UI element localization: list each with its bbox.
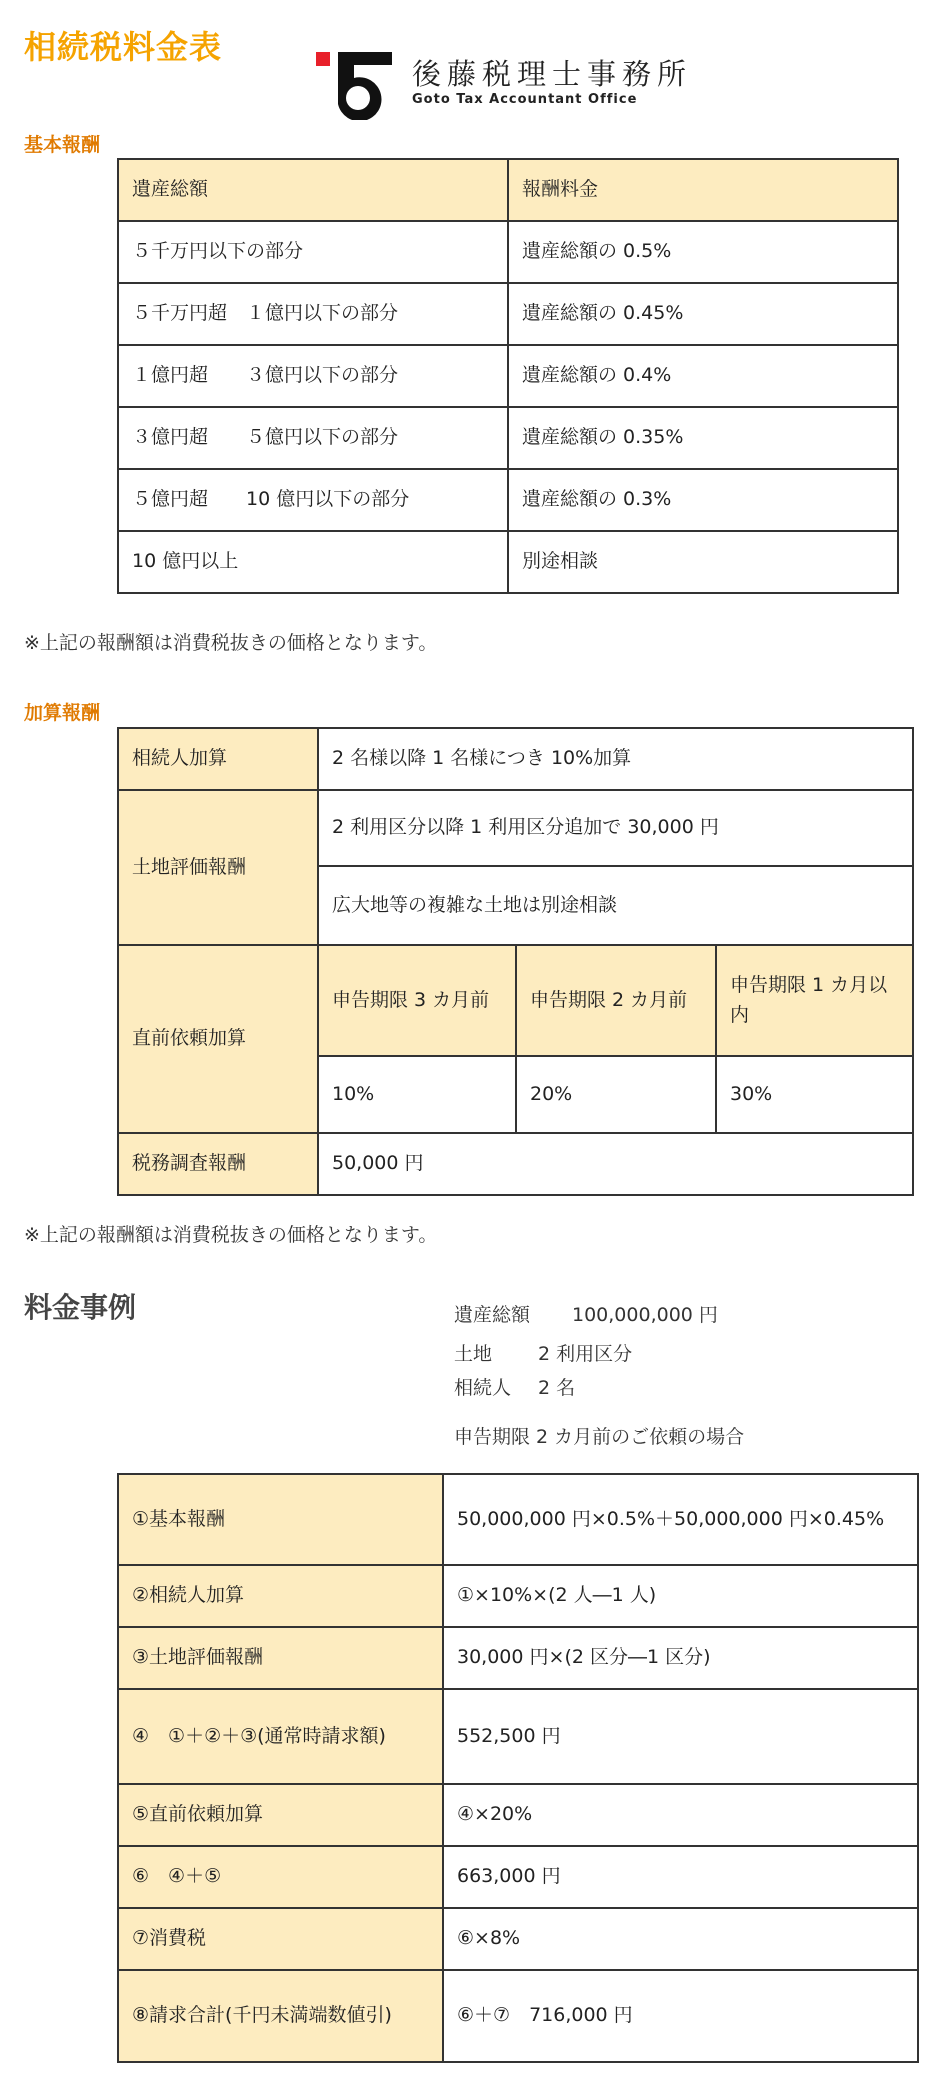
example-item-label: ⑦消費税	[118, 1908, 443, 1970]
example-item-label: ⑤直前依頼加算	[118, 1784, 443, 1846]
logo-mark-icon	[316, 48, 396, 120]
heir-value: 2 名	[538, 1377, 576, 1399]
fee-cell: 別途相談	[508, 531, 898, 593]
additional-fee-heading: 加算報酬	[24, 702, 101, 724]
estate-range-cell: ３億円超 ５億円以下の部分	[118, 407, 508, 469]
heir-addition-value: 2 名様以降 1 名様につき 10%加算	[318, 728, 913, 790]
fee-cell: 遺産総額の 0.5%	[508, 221, 898, 283]
rush-rate-cell: 10%	[318, 1056, 516, 1133]
example-item-label: ③土地評価報酬	[118, 1627, 443, 1689]
table-row	[118, 407, 898, 469]
example-item-value: 552,500 円	[443, 1689, 918, 1784]
page-title: 相続税料金表	[24, 28, 223, 66]
table-row	[118, 469, 898, 531]
table-row	[118, 728, 913, 790]
office-name: 後藤税理士事務所	[412, 57, 693, 91]
table-row	[118, 1474, 918, 1565]
basic-fee-heading: 基本報酬	[24, 134, 101, 156]
fee-cell: 遺産総額の 0.45%	[508, 283, 898, 345]
example-item-value: ④×20%	[443, 1784, 918, 1846]
table-row	[118, 1565, 918, 1627]
example-item-label: ②相続人加算	[118, 1565, 443, 1627]
estate-range-cell: ５千万円超 １億円以下の部分	[118, 283, 508, 345]
example-item-value: ⑥×8%	[443, 1908, 918, 1970]
fee-example-table	[117, 1473, 919, 2063]
rush-request-label: 直前依頼加算	[118, 945, 318, 1133]
estate-range-cell: ５億円超 10 億円以下の部分	[118, 469, 508, 531]
fee-example-heading: 料金事例	[24, 1291, 137, 1324]
example-item-value: 30,000 円×(2 区分―1 区分)	[443, 1627, 918, 1689]
rush-deadline-header: 申告期限 1 カ月以内	[716, 945, 913, 1056]
table-row	[118, 283, 898, 345]
example-item-value: 50,000,000 円×0.5%＋50,000,000 円×0.45%	[443, 1474, 918, 1565]
estate-total-value: 100,000,000 円	[572, 1304, 718, 1326]
table-header-cell: 遺産総額	[118, 159, 508, 221]
table-header-cell: 報酬料金	[508, 159, 898, 221]
table-row	[118, 1627, 918, 1689]
tax-note: ※上記の報酬額は消費税抜きの価格となります。	[24, 1224, 438, 1246]
tax-audit-label: 税務調査報酬	[118, 1133, 318, 1195]
rush-rate-cell: 30%	[716, 1056, 913, 1133]
table-row	[118, 790, 913, 866]
example-item-value: 663,000 円	[443, 1846, 918, 1908]
table-row	[118, 945, 913, 1056]
table-header-row	[118, 159, 898, 221]
table-row	[118, 1133, 913, 1195]
estate-range-cell: １億円超 ３億円以下の部分	[118, 345, 508, 407]
example-item-label: ①基本報酬	[118, 1474, 443, 1565]
heir-label: 相続人	[454, 1377, 512, 1399]
table-row	[118, 1846, 918, 1908]
land-valuation-label: 土地評価報酬	[118, 790, 318, 945]
estate-range-cell: ５千万円以下の部分	[118, 221, 508, 283]
table-row	[118, 221, 898, 283]
office-logo	[316, 48, 696, 120]
rush-deadline-header: 申告期限 2 カ月前	[516, 945, 716, 1056]
rush-deadline-header: 申告期限 3 カ月前	[318, 945, 516, 1056]
fee-cell: 遺産総額の 0.35%	[508, 407, 898, 469]
estate-total-label: 遺産総額	[454, 1304, 531, 1326]
example-item-label: ⑥ ④＋⑤	[118, 1846, 443, 1908]
estate-range-cell: 10 億円以上	[118, 531, 508, 593]
example-condition: 申告期限 2 カ月前のご依頼の場合	[454, 1426, 745, 1448]
land-label: 土地	[454, 1343, 493, 1365]
example-item-label: ⑧請求合計(千円未満端数値引)	[118, 1970, 443, 2062]
land-valuation-value: 2 利用区分以降 1 利用区分追加で 30,000 円	[318, 790, 913, 866]
fee-cell: 遺産総額の 0.4%	[508, 345, 898, 407]
example-item-value: ⑥＋⑦ 716,000 円	[443, 1970, 918, 2062]
tax-note: ※上記の報酬額は消費税抜きの価格となります。	[24, 632, 438, 654]
example-item-value: ①×10%×(2 人―1 人)	[443, 1565, 918, 1627]
table-row	[118, 345, 898, 407]
basic-fee-table	[117, 158, 899, 594]
land-value: 2 利用区分	[538, 1343, 633, 1365]
land-valuation-note: 広大地等の複雑な土地は別途相談	[318, 866, 913, 945]
additional-fee-table	[117, 727, 914, 1196]
table-row	[118, 1908, 918, 1970]
table-row	[118, 1784, 918, 1846]
office-name-english: Goto Tax Accountant Office	[412, 92, 638, 107]
heir-addition-label: 相続人加算	[118, 728, 318, 790]
table-row	[118, 1689, 918, 1784]
example-item-label: ④ ①＋②＋③(通常時請求額)	[118, 1689, 443, 1784]
fee-cell: 遺産総額の 0.3%	[508, 469, 898, 531]
tax-audit-value: 50,000 円	[318, 1133, 913, 1195]
table-row	[118, 1970, 918, 2062]
rush-rate-cell: 20%	[516, 1056, 716, 1133]
table-row	[118, 531, 898, 593]
